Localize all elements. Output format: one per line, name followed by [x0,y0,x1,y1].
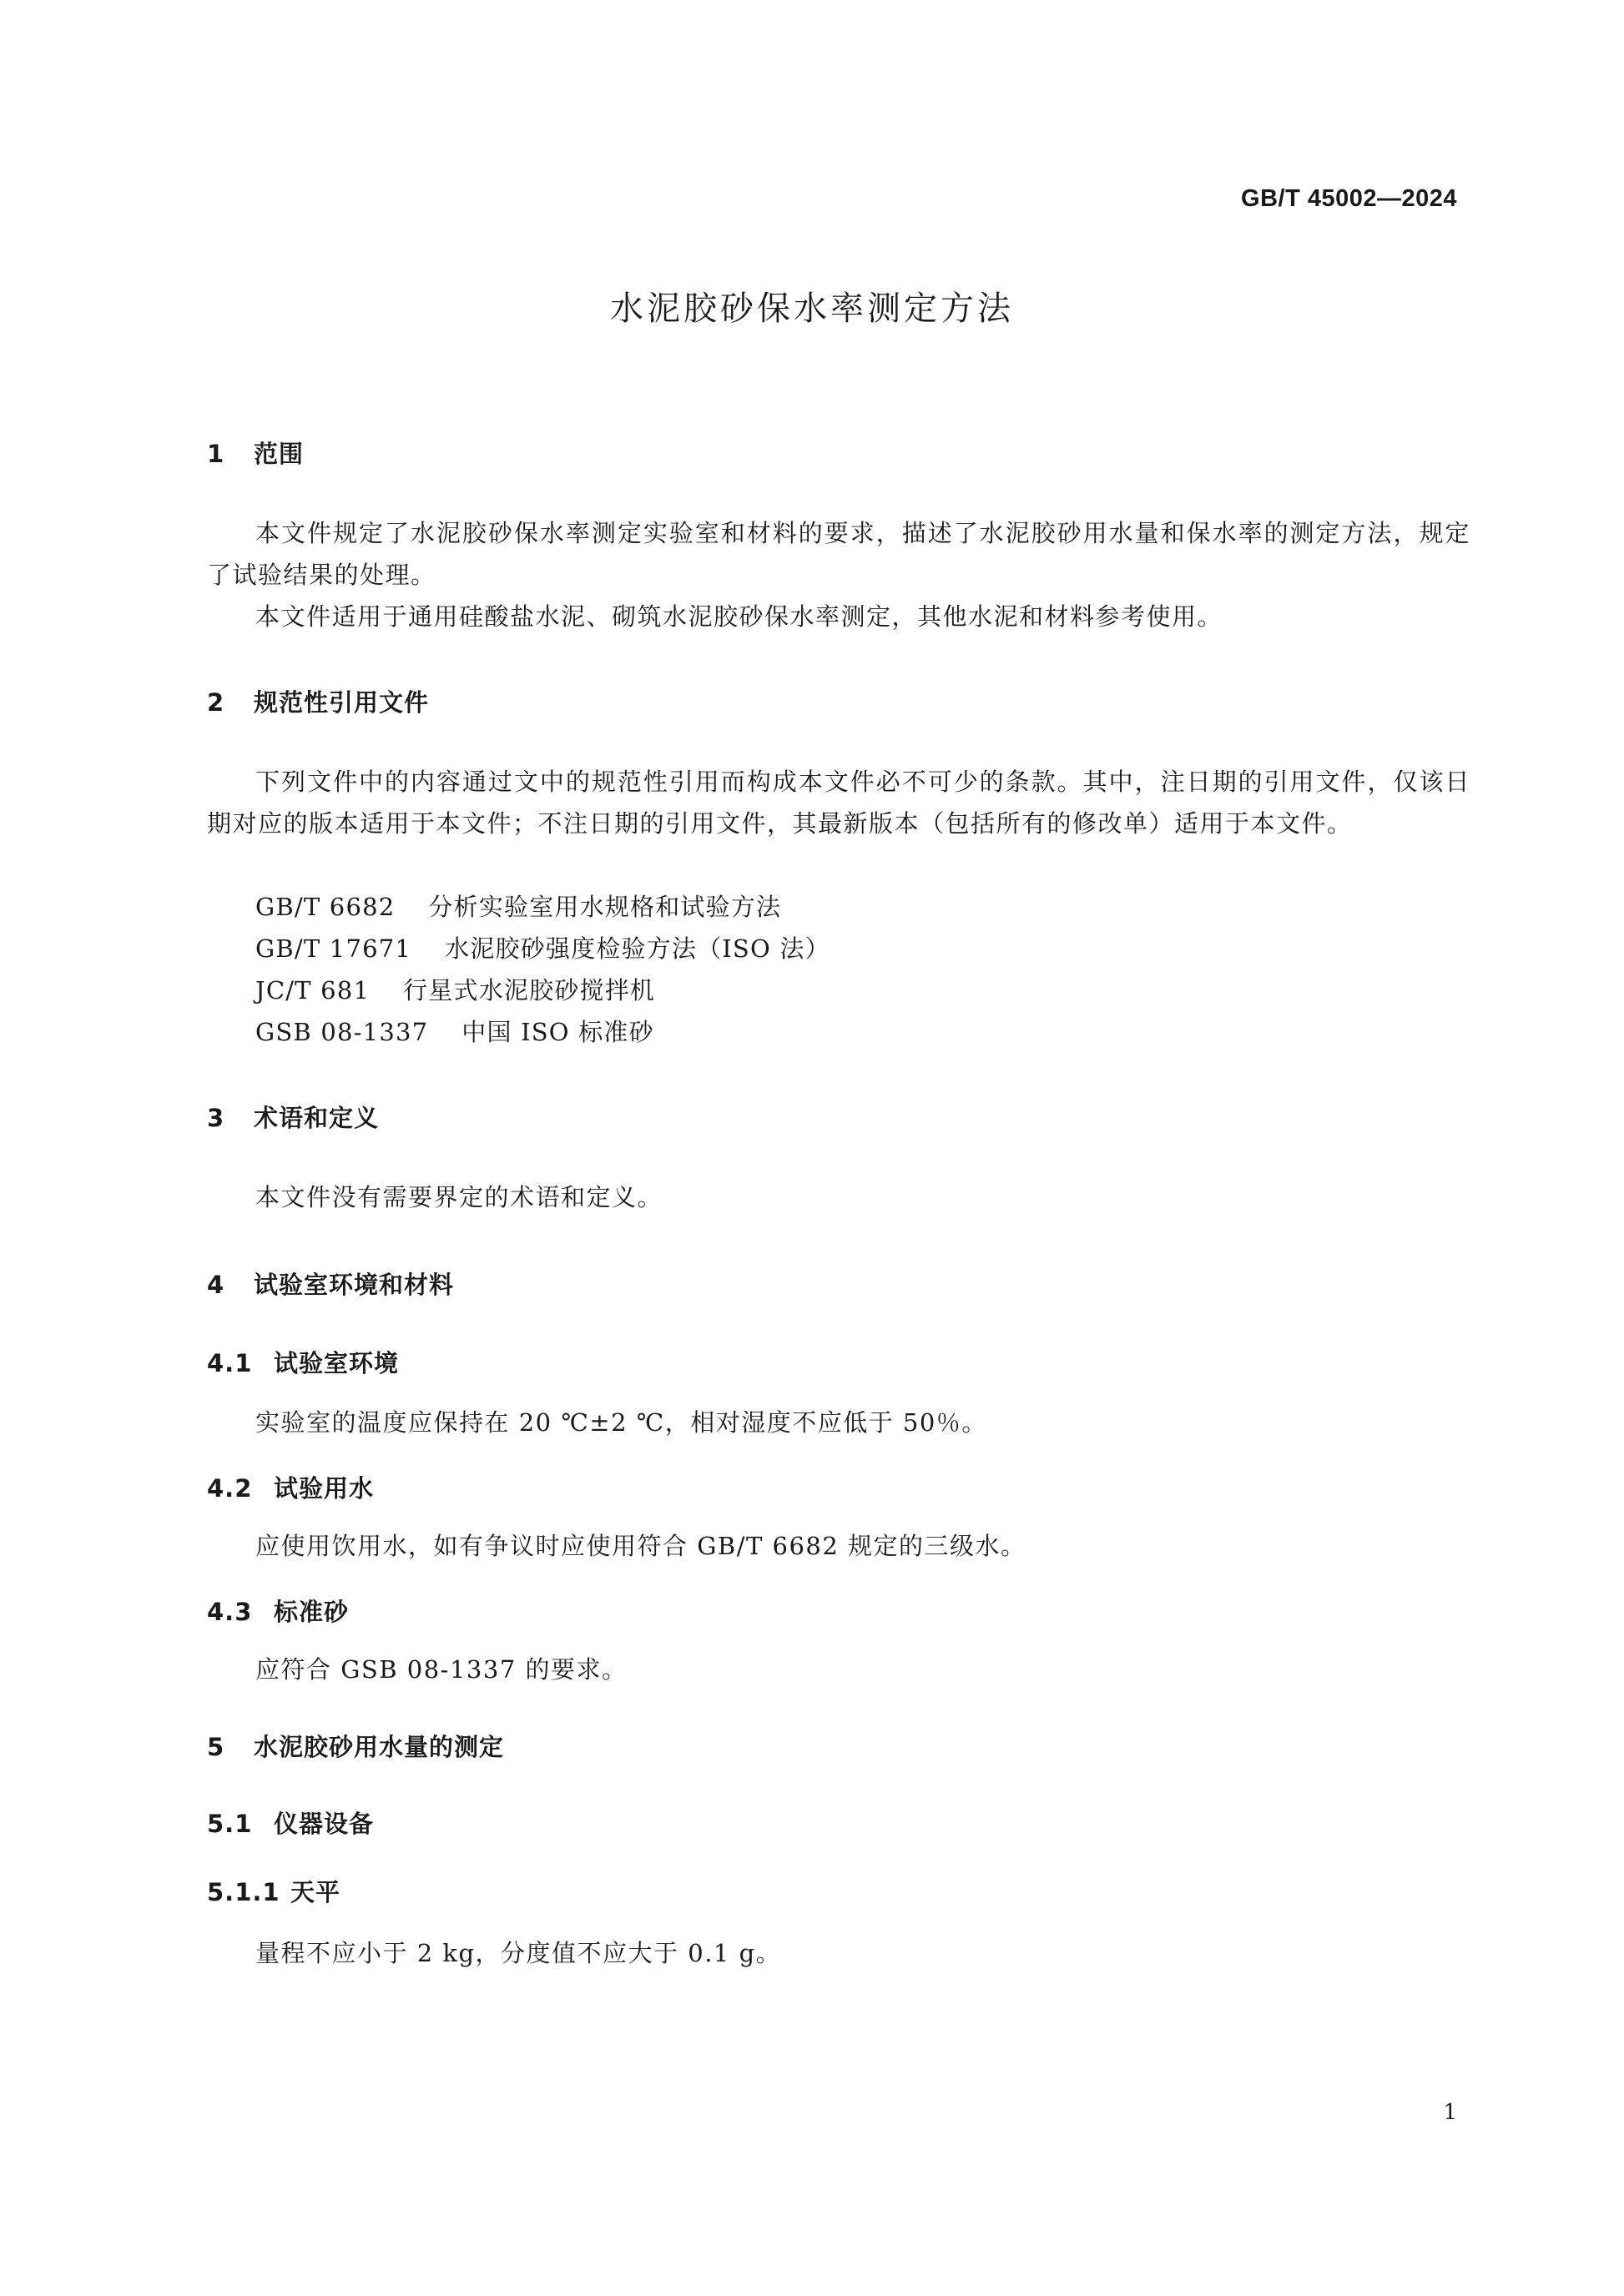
reference-title: 分析实验室用水规格和试验方法 [428,893,782,921]
reference-title: 中国 ISO 标准砂 [461,1018,654,1046]
reference-item [255,928,830,969]
subsection-title: 标准砂 [274,1598,350,1626]
paragraph-terms: 本文件没有需要界定的术语和定义。 [255,1183,663,1211]
document-title: 水泥胶砂保水率测定方法 [610,290,1014,328]
subsection-title: 天平 [290,1878,341,1906]
reference-code: GB/T 17671 [255,934,412,963]
section-title: 水泥胶砂用水量的测定 [254,1733,505,1761]
section-title: 试验室环境和材料 [254,1271,455,1299]
reference-item [255,1011,654,1053]
page-number: 1 [1443,2100,1457,2125]
section-number: 1 [207,440,225,468]
section-heading-3 [207,1100,379,1134]
section-heading-1 [207,436,304,470]
section-title: 术语和定义 [254,1104,380,1132]
subsection-title: 试验用水 [274,1474,375,1503]
subsection-number: 4.2 [207,1474,253,1503]
subsection-number: 4.3 [207,1598,253,1626]
reference-title: 行星式水泥胶砂搅拌机 [403,976,656,1004]
section-heading-2 [207,684,429,718]
subsection-heading-4-3 [207,1594,349,1628]
subsection-title: 试验室环境 [274,1349,400,1377]
subsection-heading-4-2 [207,1470,374,1504]
section-number: 4 [207,1271,225,1299]
subsection-number: 5.1.1 [207,1878,280,1906]
paragraph-standard-sand: 应符合 GSB 08-1337 的要求。 [255,1655,628,1684]
paragraph-balance: 量程不应小于 2 kg，分度值不应大于 0.1 g。 [255,1939,782,1967]
paragraph-lab-environment: 实验室的温度应保持在 20 ℃±2 ℃，相对湿度不应低于 50％。 [255,1408,987,1437]
subsection-title: 仪器设备 [274,1810,375,1838]
section-title: 规范性引用文件 [254,688,430,717]
paragraph-test-water: 应使用饮用水，如有争议时应使用符合 GB/T 6682 规定的三级水。 [255,1532,1026,1560]
standard-code: GB/T 45002—2024 [1241,185,1457,212]
section-number: 3 [207,1104,225,1132]
section-heading-4 [207,1266,454,1301]
subsection-number: 4.1 [207,1349,253,1377]
paragraph-normative-intro: 下列文件中的内容通过文中的规范性引用而构成本文件必不可少的条款。其中，注日期的引用文件，仅该日期对应的版本适用于本文件；不注日期的引用文件，其最新版本（包括所有的修改单）适用于本文件。 [207,768,1470,838]
reference-item [255,969,655,1011]
reference-code: JC/T 681 [255,976,371,1004]
section-title: 范围 [254,440,305,468]
section-number: 2 [207,688,225,717]
reference-code: GSB 08-1337 [255,1018,429,1046]
subsection-heading-5-1 [207,1805,374,1840]
section-number: 5 [207,1733,225,1761]
reference-code: GB/T 6682 [255,893,396,921]
section-heading-5 [207,1729,504,1763]
reference-item [255,886,781,928]
reference-title: 水泥胶砂强度检验方法（ISO 法） [445,934,830,963]
subsection-number: 5.1 [207,1810,253,1838]
subsection-heading-5-1-1 [207,1874,340,1908]
paragraph-scope-2: 本文件适用于通用硅酸盐水泥、砌筑水泥胶砂保水率测定，其他水泥和材料参考使用。 [255,602,1223,631]
subsection-heading-4-1 [207,1345,399,1379]
paragraph-scope-1: 本文件规定了水泥胶砂保水率测定实验室和材料的要求，描述了水泥胶砂用水量和保水率的测定方法，规定了试验结果的处理。 [207,519,1470,589]
